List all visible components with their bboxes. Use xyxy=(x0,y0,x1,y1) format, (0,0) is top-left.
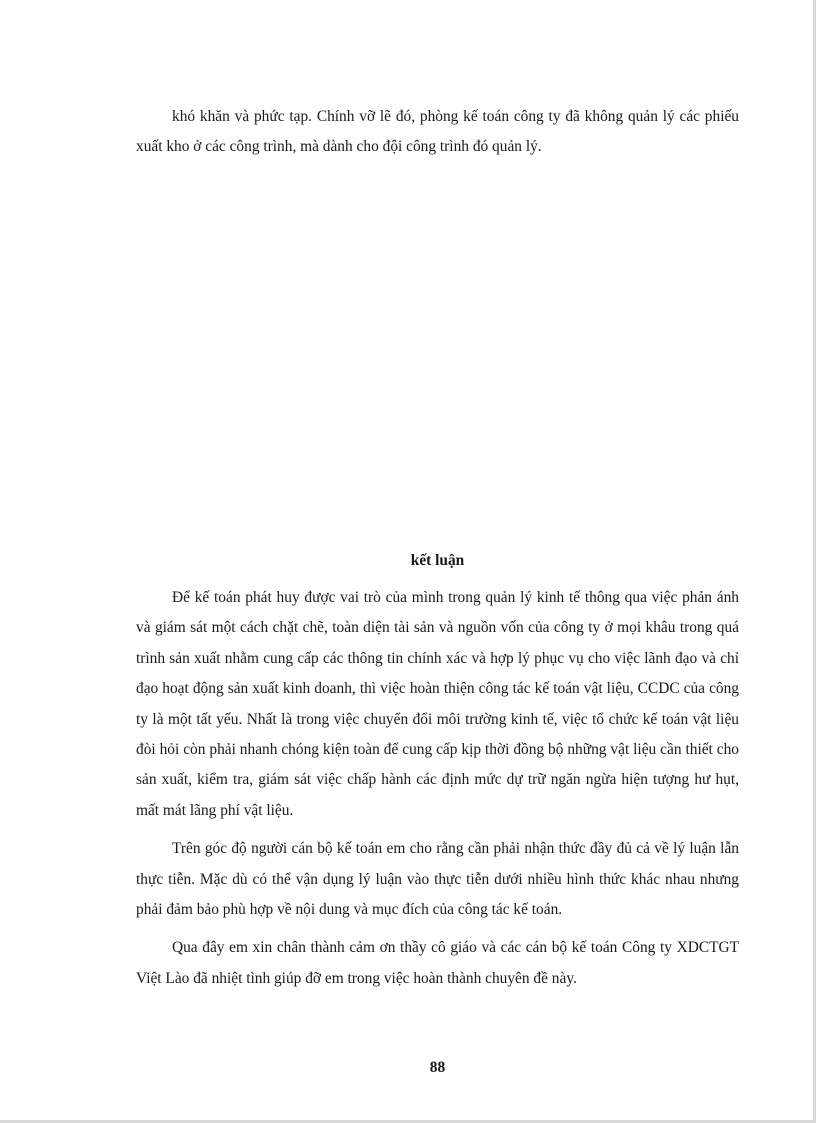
intro-paragraph: khó khăn và phức tạp. Chính vỡ lẽ đó, phòng kế toán công ty đã không quản lý các phiếu xuất kho ở các công trình, mà dành cho đội công trình đó quản lý. xyxy=(136,108,739,156)
conclusion-paragraph-3: Qua đây em xin chân thành cảm ơn thầy cô giáo và các cán bộ kế toán Công ty XDCTGT Việt Lào đã nhiệt tình giúp đỡ em trong việc hoàn thành chuyên đề này. xyxy=(136,939,739,987)
page-number: 88 xyxy=(429,1059,446,1076)
conclusion-paragraph-2: Trên góc độ người cán bộ kế toán em cho rằng cần phải nhận thức đầy đủ cả về lý luận lẫn thực tiễn. Mặc dù có thể vận dụng lý luận vào thực tiễn dưới nhiều hình thức khác nhau nhưng phải đảm bảo phù hợp về nội dung và mục đích của công tác kế toán. xyxy=(136,840,739,919)
conclusion-section xyxy=(136,583,739,994)
conclusion-paragraph-1: Để kế toán phát huy được vai trò của mình trong quản lý kinh tế thông qua việc phản ánh và giám sát một cách chặt chẽ, toàn diện tài sản và nguồn vốn của công ty ở mọi khâu trong quá trình sản xuất nhằm cung cấp các thông tin chính xác và hợp lý phục vụ cho việc lãnh đạo và chỉ đạo hoạt động sản xuất kinh doanh, thì việc hoàn thiện công tác kế toán vật liệu, CCDC của công ty là một tất yếu. Nhất là trong việc chuyển đổi môi trường kinh tế, việc tổ chức kế toán vật liệu đòi hỏi còn phải nhanh chóng kiện toàn để cung cấp kịp thời đồng bộ những vật liệu cần thiết cho sản xuất, kiểm tra, giám sát việc chấp hành các định mức dự trữ ngăn ngừa hiện tượng hư hụt, mất mát lãng phí vật liệu. xyxy=(136,589,739,819)
conclusion-heading: kết luận xyxy=(410,552,465,569)
intro-section xyxy=(136,102,739,163)
